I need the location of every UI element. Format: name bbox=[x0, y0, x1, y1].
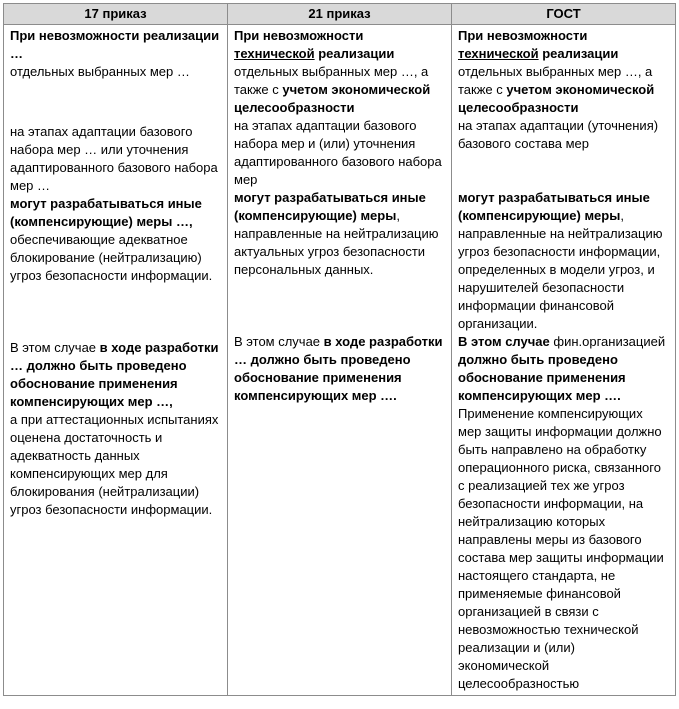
col1-p4-b: в ходе разработки … должно быть проведено обоснование применения компенсирующих мер …, bbox=[10, 340, 219, 409]
col2-p4-b: в ходе разработки … должно быть проведено обоснование применения компенсирующих мер …. bbox=[234, 334, 443, 403]
col3-p4-bold2: должно быть проведено обоснование применения компенсирующих мер …. bbox=[458, 352, 626, 403]
col3-p3 bbox=[458, 189, 669, 225]
col3-p4-bold1: В этом случае bbox=[458, 334, 550, 349]
col1-p4-a: В этом случае bbox=[10, 340, 97, 355]
col3-p1 bbox=[458, 27, 669, 63]
cell-17-prikaz bbox=[4, 25, 228, 696]
cell-21-prikaz bbox=[228, 25, 452, 696]
col3-p4-plain: фин.организацией bbox=[553, 334, 666, 349]
col2-p4-a: В этом случае bbox=[234, 334, 321, 349]
col2-p3 bbox=[234, 189, 445, 225]
col3-p3-comma: , bbox=[620, 208, 624, 223]
col1-p1-bold: При невозможности реализации … bbox=[10, 28, 220, 61]
col3-p2: на этапах адаптации (уточнения) базового состава мер bbox=[458, 118, 659, 151]
col2-p3-rest: направленные на нейтрализацию актуальных угроз безопасности персональных данных. bbox=[234, 226, 439, 277]
col2-p1-bold1: При невозможности bbox=[234, 28, 364, 43]
col2-p3-comma: , bbox=[396, 208, 400, 223]
header-21-prikaz: 21 приказ bbox=[228, 4, 452, 25]
col1-p4 bbox=[10, 339, 221, 411]
table-row bbox=[4, 25, 676, 696]
cell-gost bbox=[452, 25, 676, 696]
table-header-row bbox=[4, 4, 676, 25]
col3-p1-underline: технической bbox=[458, 46, 539, 61]
col1-p2: на этапах адаптации базового набора мер … или уточнения адаптированного базового набора мер … bbox=[10, 124, 218, 193]
header-17-prikaz: 17 приказ bbox=[4, 4, 228, 25]
col2-p4 bbox=[234, 333, 445, 405]
col1-p1-rest: отдельных выбранных мер … bbox=[10, 64, 190, 79]
col1-p3-rest: обеспечивающие адекватное блокирование (нейтрализацию) угроз безопасности информации. bbox=[10, 232, 213, 283]
col3-p3-rest: направленные на нейтрализацию угроз безопасности информации, определенных в модели угроз, и нарушителей безопасности информации финансовой организации. bbox=[458, 226, 663, 331]
col3-p1-rest: отдельных выбранных мер …, а также с bbox=[458, 64, 653, 97]
col2-p1-more bbox=[234, 63, 445, 117]
comparison-table bbox=[3, 3, 676, 696]
col1-p4-d: оценена достаточность и адекватность данных компенсирующих мер для блокирования (нейтрализации) угроз безопасности информации. bbox=[10, 430, 213, 517]
col2-p2: на этапах адаптации базового набора мер и (или) уточнения адаптированного базового набора мер bbox=[234, 118, 442, 187]
col3-p3-bold: могут разрабатываться иные (компенсирующие) меры bbox=[458, 190, 650, 223]
col1-p3-bold: могут разрабатываться иные (компенсирующие) меры …, bbox=[10, 196, 202, 229]
col2-p3-bold: могут разрабатываться иные (компенсирующие) меры bbox=[234, 190, 426, 223]
col2-p1-bold2: реализации bbox=[318, 46, 395, 61]
col2-p1-underline: технической bbox=[234, 46, 315, 61]
col3-p5: Применение компенсирующих мер защиты информации должно быть направлено на обработку операционного риска, связанного с реализацией тех же угроз безопасности информации, на нейтрализацию которых направлены меры из базового состава мер защиты информации настоящего стандарта, не применяемые финансовой организацией в связи с невозможностью технической реализации и (или) экономической целесообразностью bbox=[458, 406, 664, 691]
col2-p1-bold3: учетом экономической целесообразности bbox=[234, 82, 431, 115]
col1-p4-c: а при аттестационных испытаниях bbox=[10, 412, 219, 427]
col3-p1-more bbox=[458, 63, 669, 117]
header-gost: ГОСТ bbox=[452, 4, 676, 25]
col3-p4 bbox=[458, 333, 669, 405]
col3-p1-bold1: При невозможности bbox=[458, 28, 588, 43]
col2-p1 bbox=[234, 27, 445, 63]
col2-p1-rest: отдельных выбранных мер …, а также с bbox=[234, 64, 429, 97]
col3-p1-bold2: реализации bbox=[542, 46, 619, 61]
col3-p1-bold3: учетом экономической целесообразности bbox=[458, 82, 655, 115]
